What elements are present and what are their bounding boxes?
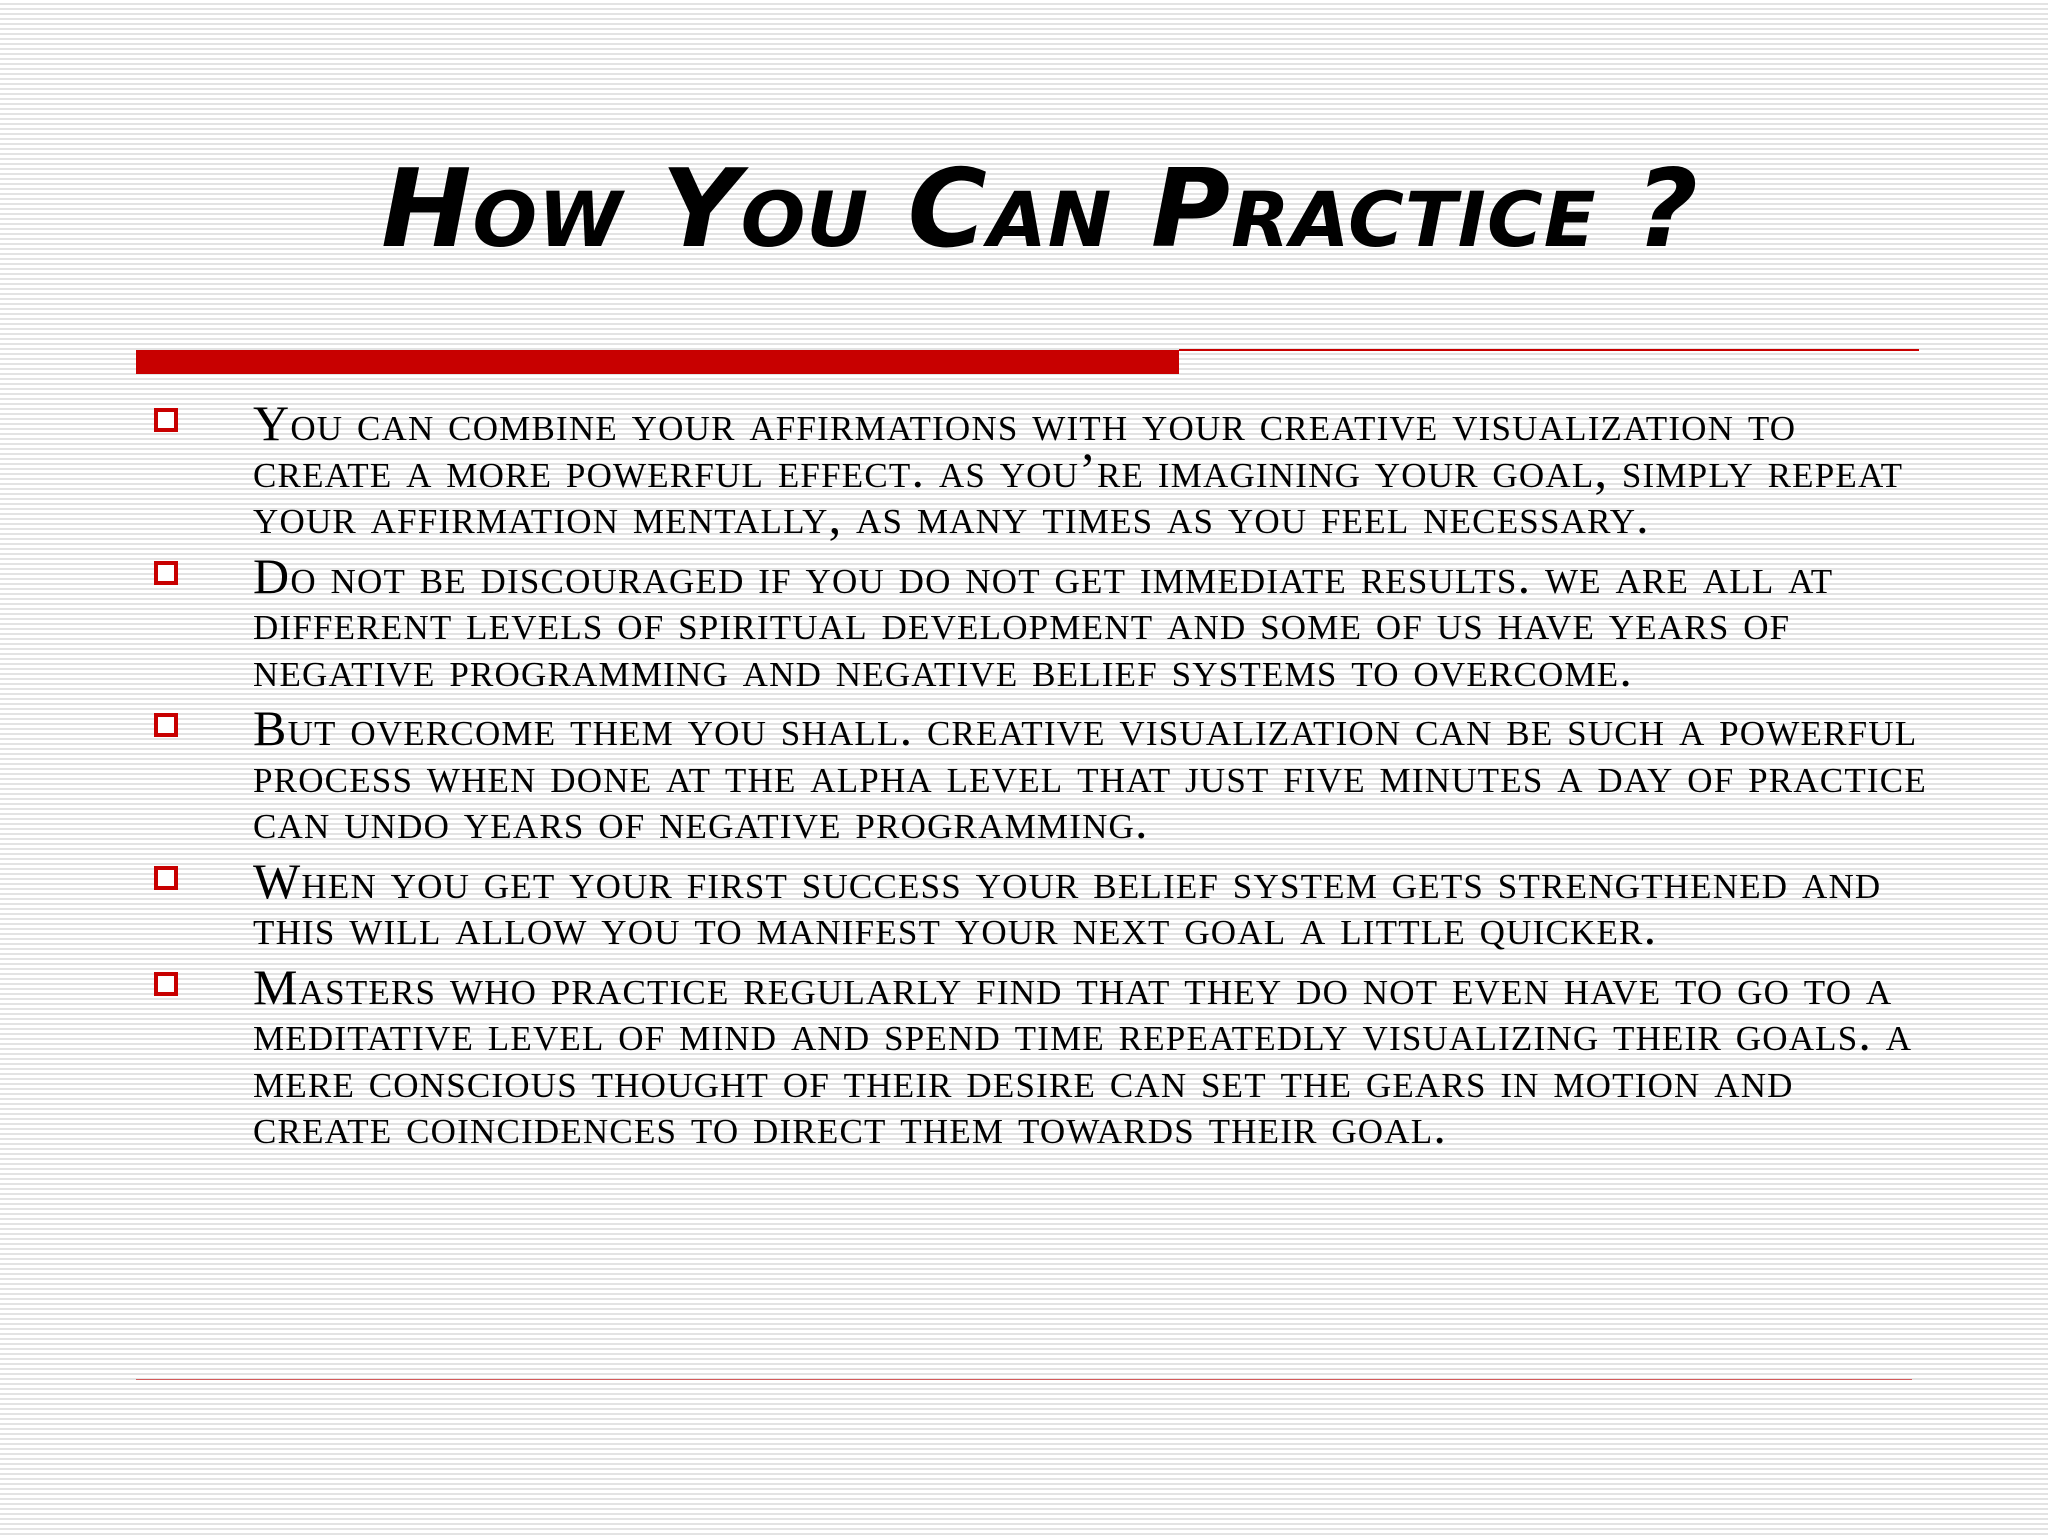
bullet-text: But overcome them you shall. creative visualization can be such a powerful process when done at the alpha level that just five minutes a day of practice can undo years of negative programming. [253,700,1927,849]
hollow-square-bullet-icon [154,972,178,996]
title-underline-thin [1179,349,1919,351]
bottom-rule [136,1379,1912,1380]
slide-title: How You Can Practice ? [381,147,1699,272]
hollow-square-bullet-icon [154,561,178,585]
title-underline-thick [136,350,1179,374]
bullet-text: Do not be discouraged if you do not get immediate results. we are all at different levels of spiritual development and some of us have years of negative programming and negative belief systems to overcome. [253,547,1834,697]
bullet-list [140,395,1927,1163]
hollow-square-bullet-icon [154,713,178,737]
hollow-square-bullet-icon [154,866,178,890]
bullet-text: You can combine your affirmations with your creative visualization to create a more powerful effect. as you’re imagining your goal, simply repeat your affirmation mentally, as many times as you feel necessary. [253,395,1904,544]
bullet-text: Masters who practice regularly find that they do not even have to go to a meditative level of mind and spend time repeatedly visualizing their goals. a mere conscious thought of their desire can set the gears in motion and create coincidences to direct them towards their goal. [253,958,1913,1154]
bullet-item [140,547,1920,697]
hollow-square-bullet-icon [154,408,178,432]
bullet-item [140,395,1920,544]
bullet-item [140,958,1920,1154]
bullet-text: When you get your first success your belief system gets strengthened and this will allow you to manifest your next goal a little quicker. [253,852,1882,955]
bullet-item [140,852,1920,955]
bullet-item [140,700,1927,849]
